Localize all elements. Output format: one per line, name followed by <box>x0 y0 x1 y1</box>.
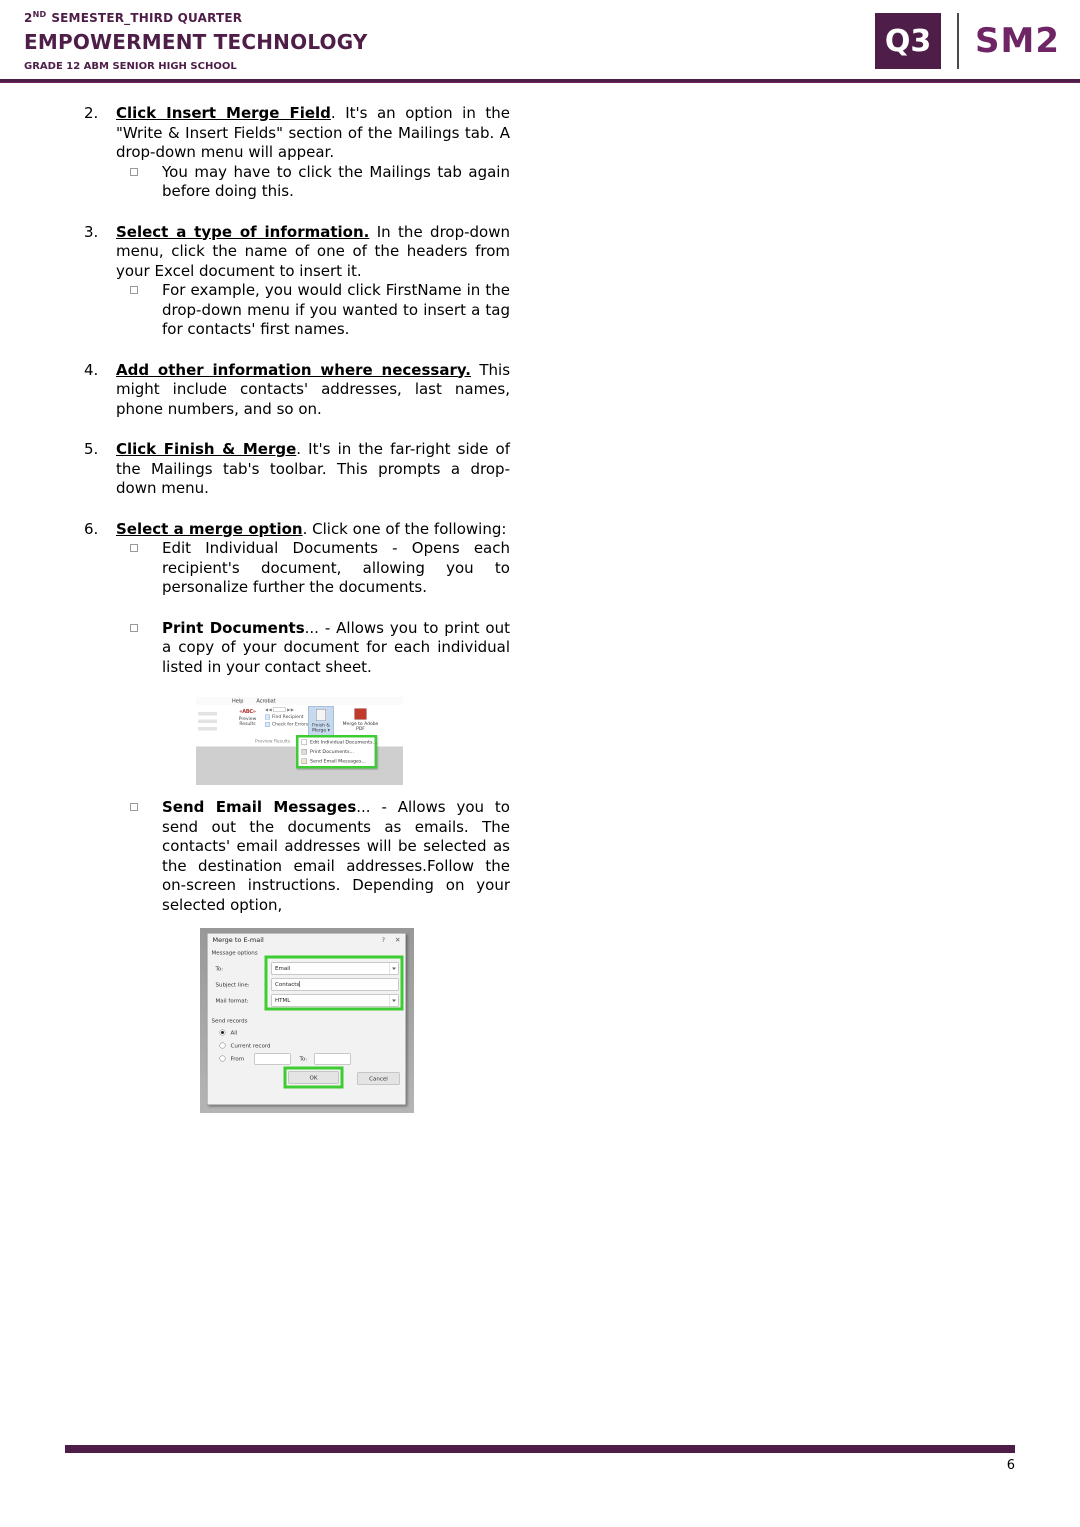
menu-item-print-documents: Print Documents... <box>299 747 375 757</box>
step-item-3 <box>65 223 510 340</box>
check-for-errors-button: Check for Errors <box>265 722 320 727</box>
check-errors-icon <box>265 722 270 727</box>
text-caret <box>299 981 300 987</box>
to-input <box>315 1054 351 1065</box>
ok-highlight-box <box>284 1067 344 1089</box>
subject-line-label: Subject line: <box>215 981 250 988</box>
step-heading: Select a type of information. <box>116 222 370 241</box>
preview-results-button: «ABC» Preview Results <box>234 709 261 727</box>
step-number: 6. <box>84 519 99 538</box>
nav-prev-icon: ◀◀ <box>265 707 273 712</box>
page-subtitle: GRADE 12 ABM SENIOR HIGH SCHOOL <box>24 61 237 72</box>
ribbon-group-label: Preview Results <box>255 739 291 744</box>
step-text: Select a merge option. Click one of the following: <box>116 519 507 538</box>
bullet-item <box>116 619 510 678</box>
tab-help: Help <box>232 698 244 704</box>
dialog-title: Merge to E-mail <box>212 936 264 944</box>
square-bullet-icon <box>130 624 138 632</box>
footer-bar <box>65 1445 1015 1453</box>
send-records-label: Send records <box>211 1017 248 1024</box>
page-number: 6 <box>1006 1458 1015 1473</box>
bullet-text: Send Email Messages... - Allows you to send out the documents as emails. The contacts' email addresses will be selected as the destination email addresses.Follow the on-screen instructions. Depending on your selected option, <box>162 798 510 914</box>
finish-merge-dropdown <box>296 735 377 769</box>
step-text: Add other information where necessary. This might include contacts' addresses, last names, phone numbers, and so on. <box>116 360 511 418</box>
step-number: 5. <box>84 440 99 458</box>
preview-results-icon: «ABC» <box>239 709 256 715</box>
bullet-item <box>116 539 510 598</box>
cancel-button: Cancel <box>358 1073 400 1085</box>
help-icon: ? <box>381 936 386 944</box>
mail-format-dropdown: HTML <box>272 995 399 1007</box>
close-icon: ✕ <box>395 936 401 944</box>
step-item-6 <box>65 520 510 1114</box>
nav-next-icon: ▶▶ <box>287 707 295 712</box>
quarter-badge: Q3 <box>875 13 941 69</box>
step-number: 2. <box>84 104 99 122</box>
step-text: Click Insert Merge Field. It's an option in the "Write & Insert Fields" section of the Mailings tab. A drop-down menu will appear. <box>116 104 510 161</box>
to-dropdown: Email <box>272 963 399 975</box>
semester-text: SEMESTER_THIRD QUARTER <box>51 11 243 25</box>
bullet-text: Print Documents... - Allows you to print out a copy of your document for each individual listed in your contact sheet. <box>162 618 510 676</box>
ribbon-tab-strip <box>196 697 403 705</box>
step-item-5 <box>65 440 510 499</box>
bullet-item <box>116 281 510 340</box>
radio-from <box>220 1056 226 1062</box>
subject-line-input: Contacts <box>272 979 399 991</box>
merge-to-pdf-icon <box>355 709 367 720</box>
bullet-text: For example, you would click FirstName in the drop-down menu if you wanted to insert a tag for contacts' first names. <box>162 281 510 338</box>
step-number: 3. <box>84 222 99 241</box>
menu-item-send-email: Send Email Messages... <box>299 757 375 767</box>
find-recipient-icon <box>265 715 270 720</box>
header-rule <box>0 79 1080 83</box>
square-bullet-icon <box>130 168 138 176</box>
bullet-item <box>116 163 510 202</box>
merge-dialog-screenshot <box>200 928 414 1113</box>
merge-to-email-dialog: Merge to E-mail ? ✕ Message options To: Email Subject line: Contacts Mail format: HTML Send records All Current record From To: OK Cancel <box>207 933 406 1105</box>
bullet-text: Edit Individual Documents - Opens each recipient's document, allowing you to personalize further the documents. <box>162 539 510 596</box>
header-badges <box>875 13 1060 69</box>
step-text: Select a type of information. In the drop-down menu, click the name of one of the headers from your Excel document to insert it. <box>116 222 511 280</box>
step-text: Click Finish & Merge. It's in the far-right side of the Mailings tab's toolbar. This prompts a drop-down menu. <box>116 440 510 497</box>
square-bullet-icon <box>130 544 138 552</box>
ribbon-screenshot <box>196 697 403 785</box>
finish-merge-button: Finish & Merge ▾ <box>308 706 334 745</box>
semester-line <box>24 10 368 25</box>
chevron-down-icon <box>389 995 398 1006</box>
step-item-4 <box>65 361 510 420</box>
step-heading: Select a merge option <box>116 519 303 538</box>
find-recipient-button: Find Recipient <box>265 715 320 720</box>
radio-all <box>220 1030 226 1036</box>
to-label: To: <box>215 965 224 972</box>
chevron-down-icon <box>389 963 398 974</box>
bullet-item <box>116 798 510 915</box>
square-bullet-icon <box>130 286 138 294</box>
menu-item-edit-individual: Edit Individual Documents... <box>299 738 375 748</box>
semester-ordinal: ND <box>32 10 47 19</box>
edit-individual-documents-icon <box>302 740 308 746</box>
page-title: EMPOWERMENT TECHNOLOGY <box>24 30 368 54</box>
print-documents-icon <box>302 749 308 755</box>
step-heading: Click Insert Merge Field <box>116 104 331 122</box>
radio-current-record <box>220 1043 226 1049</box>
from-input <box>255 1054 291 1065</box>
page-header <box>24 10 368 72</box>
message-options-label: Message options <box>211 949 258 956</box>
bullet-text: You may have to click the Mailings tab again before doing this. <box>162 162 510 200</box>
step-item-2 <box>65 104 510 202</box>
range-to-label: To: <box>299 1055 308 1062</box>
finish-merge-icon <box>316 709 326 721</box>
document-body <box>65 104 510 1134</box>
square-bullet-icon <box>130 803 138 811</box>
ok-button: OK <box>289 1072 339 1084</box>
merge-to-pdf-button: Merge to Adobe PDF <box>342 706 379 745</box>
semester-number: 2 <box>24 11 33 25</box>
module-badge: SM2 <box>975 21 1060 61</box>
mail-format-label: Mail format: <box>215 997 249 1004</box>
send-email-messages-icon <box>302 759 308 765</box>
badge-divider <box>957 13 959 69</box>
tab-acrobat: Acrobat <box>256 698 276 704</box>
dialog-titlebar <box>208 934 406 947</box>
cropped-ribbon-fragment <box>198 712 217 735</box>
step-heading: Add other information where necessary. <box>116 360 471 379</box>
step-heading: Click Finish & Merge <box>116 440 297 458</box>
step-number: 4. <box>84 360 99 379</box>
record-number-box <box>274 707 286 712</box>
